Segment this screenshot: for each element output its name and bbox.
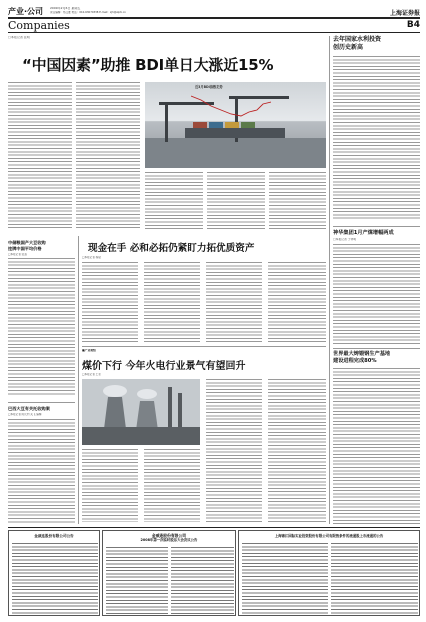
ad3-title: 上海锦江国际实业投资股份有限公司有限售条件的流通股上市流通的公告 [274,534,384,538]
coal-byline: □本报记者 王永 [82,373,101,376]
power-plant-photo [82,379,200,445]
page-number: B4 [406,20,420,30]
lead-body-col2 [76,82,140,230]
power-plant-illustration [82,379,200,445]
lead-headline: “中国因素”助推 BDI单日大涨近15% [22,56,274,74]
left-item1-body [8,258,75,396]
right-mid-body [333,244,420,344]
right-top-title-2: 创历史新高 [333,44,364,51]
left-story-2 [8,406,75,524]
ad2-body-right [171,547,234,615]
lead-body-col5 [269,172,326,230]
right-bot-title-1: 世界最大铸锻钢生产基地 [333,351,391,357]
middle-byline: □本报记者 杨斌 [82,256,101,259]
editor-line: 责任编辑：郑江淮 电话：010-63070338 E-mail：zjh@zqrb.cn [50,11,126,14]
right-top-story [333,36,420,222]
right-divider-1 [333,226,420,227]
bdi-trend-line [191,92,271,122]
lead-body-col4 [207,172,265,230]
ad3-body-left [242,543,328,615]
ad3-body-right [331,543,418,615]
right-bot-title-2: 建设进程完成80% [333,358,377,364]
coal-headline: 煤价下行 今年火电行业景气有望回升 [82,361,246,372]
coal-body-col3 [206,379,262,522]
right-top-title-1: 去年国家水利投资 [333,36,382,43]
paper-name: 上海证券报 [389,10,420,17]
left-item2-byline: □本报记者 陈庆钧 关飞 编辑 [8,413,42,416]
edition-date: 2009年2月6日 星期五 [50,7,81,10]
coal-story [82,349,326,524]
middle-body-col1 [82,262,138,342]
lead-body-col3 [145,172,203,230]
photo-caption: 近3月BDI指数走势 [195,85,223,89]
middle-story [82,236,326,344]
right-mid-title: 神华集团1月产煤增幅两成 [333,230,394,236]
ad2-body-left [106,547,168,615]
left-item1-byline: □本报记者 张凌 [8,253,27,256]
middle-body-col4 [268,262,326,342]
right-column-divider [329,36,330,524]
middle-body-col2 [144,262,200,342]
ad-box-3 [238,530,420,616]
right-mid-story [333,230,420,346]
lead-photo [145,82,326,168]
right-bot-body [333,368,420,524]
ad2-title-2: 2008年第一次临时股东大会决议公告 [140,538,198,542]
ad2-title-1: 金威连股份有限公司 [151,533,187,538]
coal-body-col4 [268,379,326,522]
coal-body-under-photo [82,449,138,522]
section-title-en: Companies [8,19,70,32]
lead-story [8,36,326,232]
middle-divider [82,346,326,347]
ad-box-1 [8,530,100,616]
right-mid-byline: □本报记者 于祥明 [333,238,357,241]
coal-kicker: ■产业观察 [82,349,96,352]
right-divider-2 [333,348,420,349]
left-divider [8,402,75,403]
section-title: 产业·公司 [8,7,44,16]
right-top-body [333,56,420,220]
left-item2-body [8,419,75,524]
ad-section-rule [8,527,420,528]
middle-headline: 现金在手 必和必拓仍紧盯力拓优质资产 [88,243,255,254]
left-item2-title: 巴西大豆有关托收购案 [8,406,50,411]
left-item1-title-1: 中储粮国产大豆收购 [8,240,46,245]
middle-body-col3 [206,262,262,342]
right-bottom-story [333,351,420,524]
masthead [8,6,420,32]
lead-kicker: □本报记者 张明 [8,36,30,39]
ad1-body [12,543,98,615]
left-item1-title-2: 挂牌中国平均价格 [8,246,42,251]
lead-body-col1 [8,82,72,230]
header-rule-bottom [8,32,420,33]
coal-body-under-photo-2 [144,449,200,522]
left-story-1 [8,240,75,400]
ad1-title: 金威连股份有限公司公告 [34,534,74,538]
left-column-divider [78,236,79,524]
ad-box-2 [102,530,236,616]
